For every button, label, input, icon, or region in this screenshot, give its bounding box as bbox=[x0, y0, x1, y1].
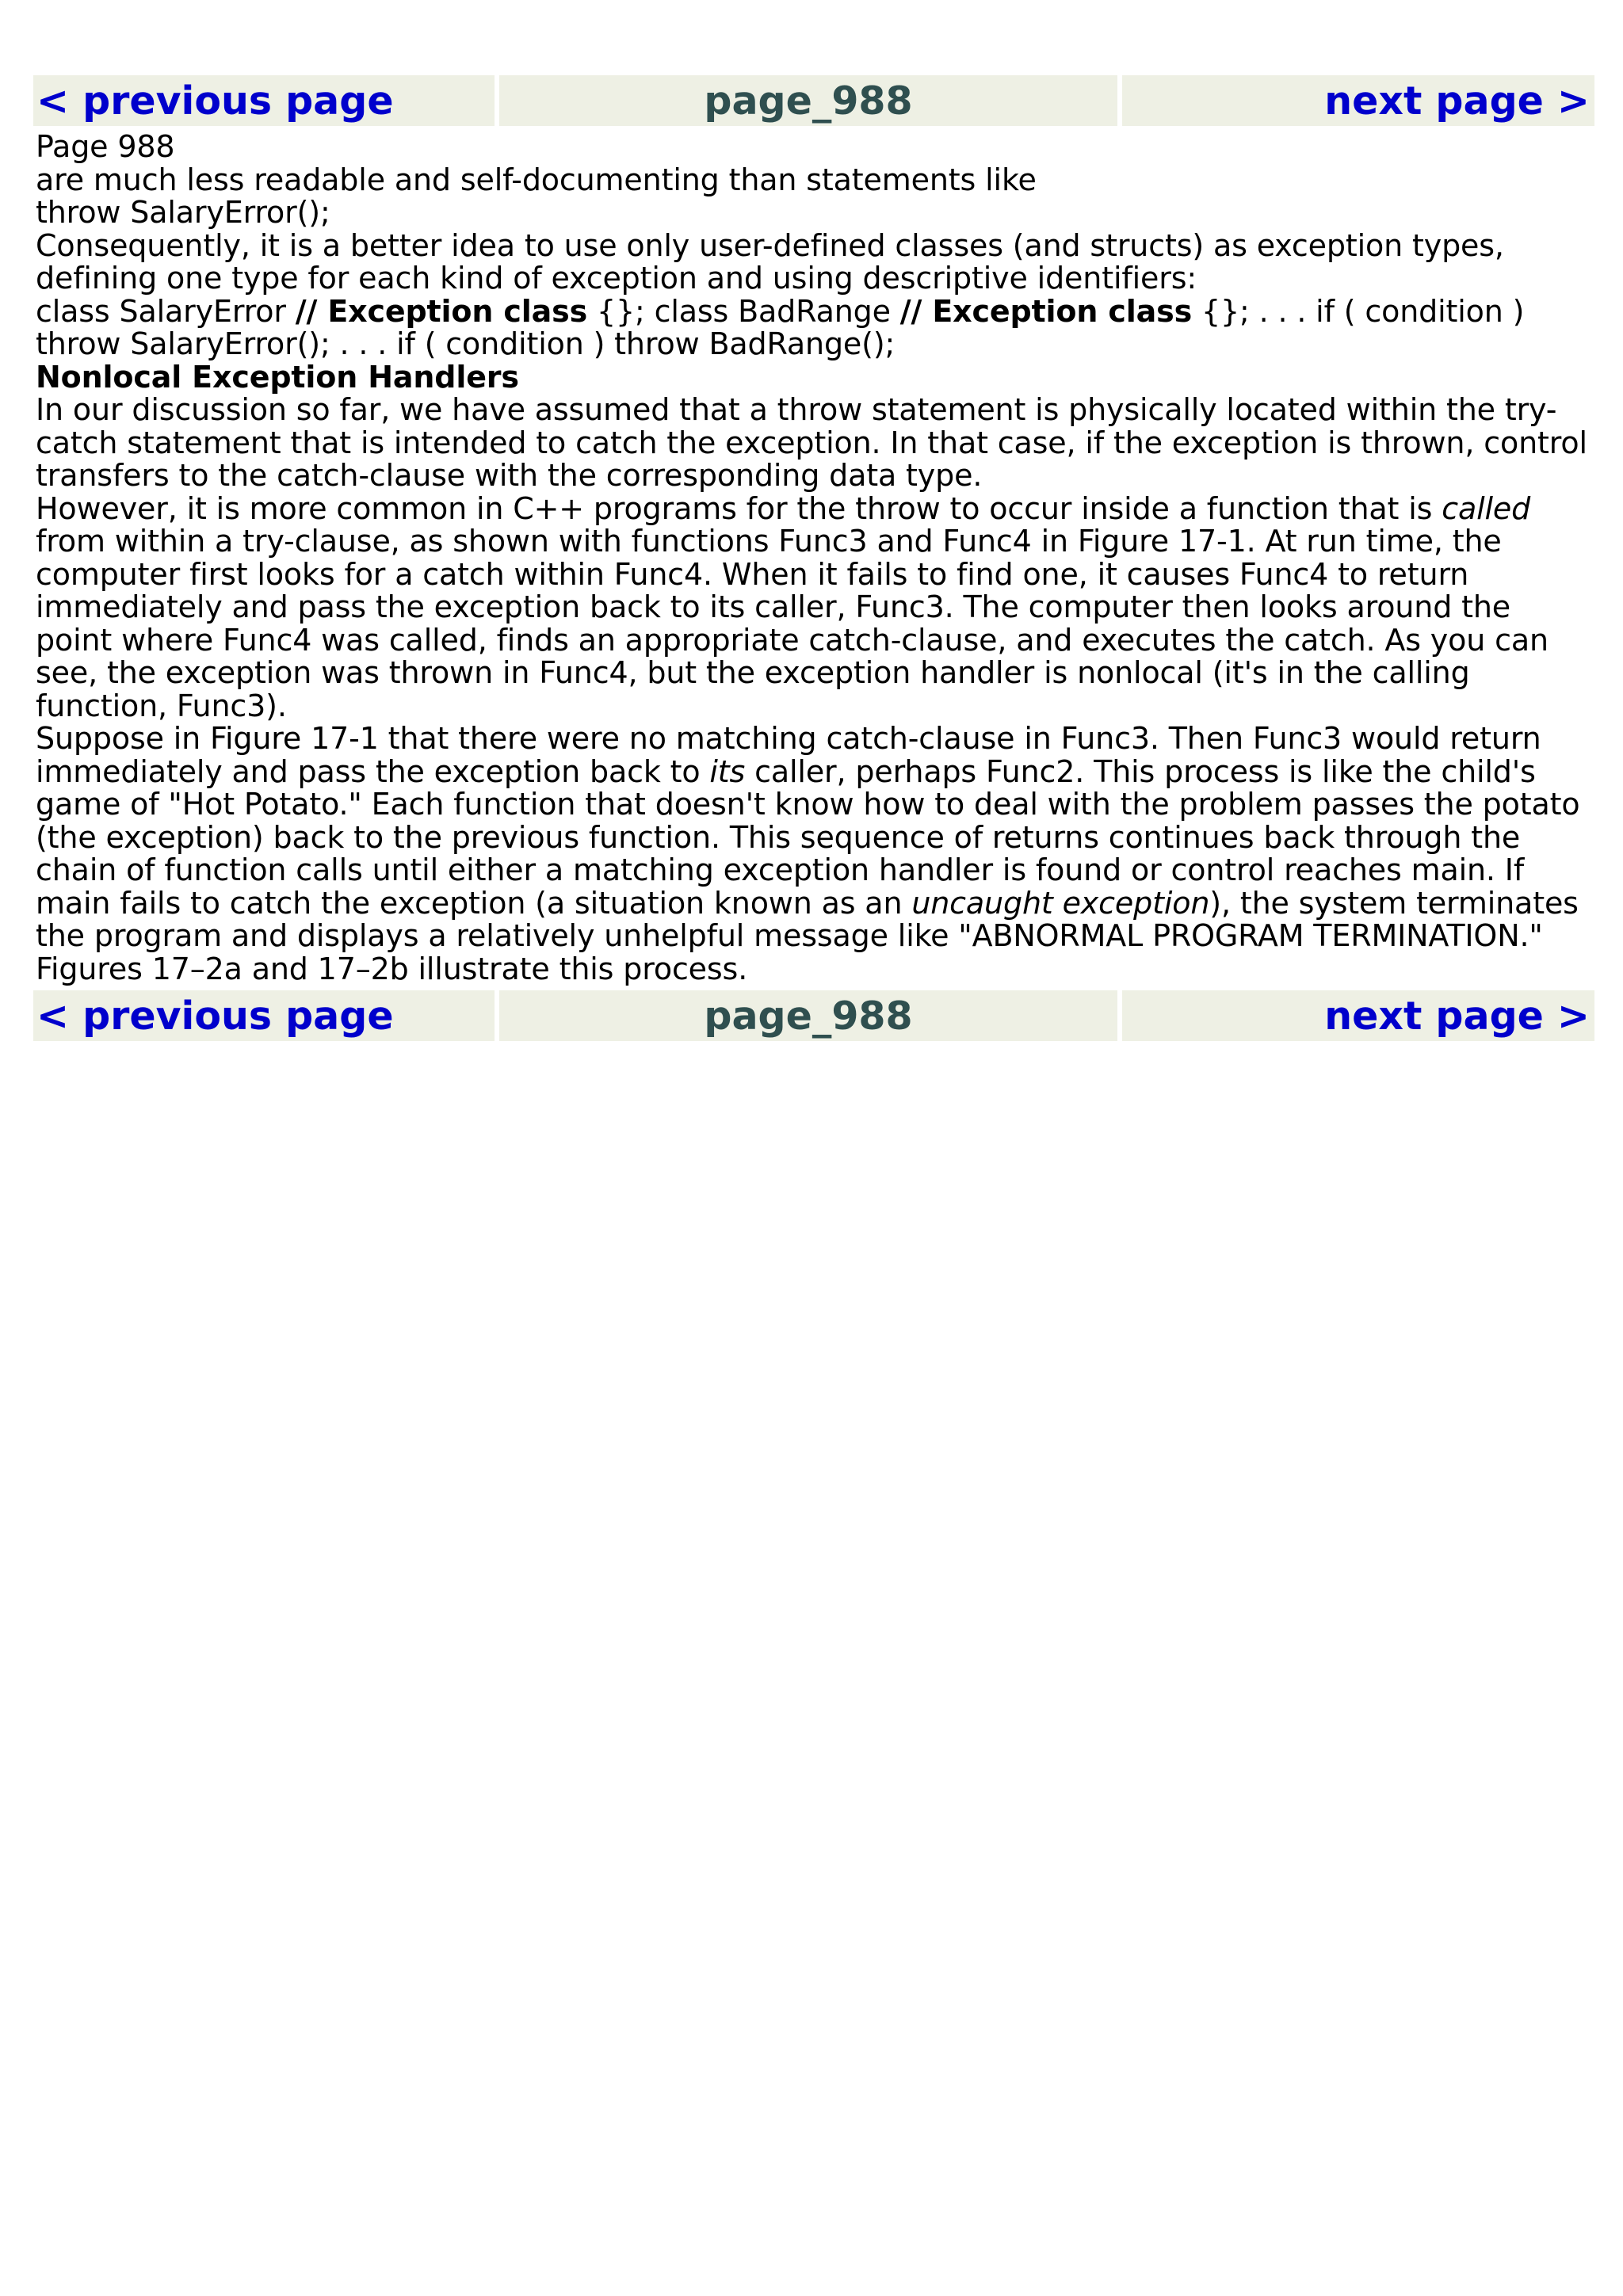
text-run: from within a try-clause, as shown with functions Func3 and Func4 in Figure 17-1. At run time, the computer first looks for a catch within Func4. When it fails to find one, it causes Func4 to return immediately and pass the exception back to its caller, Func3. The computer then looks around the point where Func4 was called, finds an appropriate catch-clause, and executes the catch. As you can see, the exception was thrown in Func4, but the exception handler is nonlocal (it's in the calling function, Func3). bbox=[36, 524, 1549, 723]
code-line: throw SalaryError(); bbox=[36, 195, 330, 230]
text-run: caller, perhaps Func2. This process is like the child's game of "Hot Potato." Each function that doesn't know how to deal with the problem passes the potato (the exception) back to the previous function. This sequence of returns continues back through the chain of function calls until either a matching exception handler is found or control reaches main. If main fails to catch the exception (a situation known as an bbox=[36, 753, 1580, 921]
text-line: are much less readable and self-documenting than statements like bbox=[36, 162, 1037, 197]
page-content bbox=[33, 126, 1594, 990]
code-comment: // Exception class bbox=[899, 293, 1193, 329]
bottom-page-label: page_988 bbox=[499, 990, 1117, 1041]
paragraph bbox=[36, 490, 1593, 723]
bottom-navigation-bar bbox=[33, 990, 1594, 1041]
paragraph bbox=[36, 723, 1593, 986]
section-heading: Nonlocal Exception Handlers bbox=[36, 359, 519, 395]
next-page-link[interactable]: next page > bbox=[1324, 78, 1590, 124]
top-page-label: page_988 bbox=[499, 75, 1117, 126]
next-page-link[interactable]: next page > bbox=[1324, 993, 1590, 1039]
top-navigation-bar bbox=[33, 75, 1594, 126]
top-prev-cell bbox=[33, 75, 495, 126]
text-run: However, it is more common in C++ programs for the throw to occur inside a function that is bbox=[36, 490, 1442, 526]
bottom-prev-cell bbox=[33, 990, 495, 1041]
text-run: Suppose in Figure 17-1 that there were no matching catch-clause in Func3. Then Func3 would return immediately and pass the exception back to bbox=[36, 721, 1541, 789]
bottom-next-cell bbox=[1122, 990, 1594, 1041]
emphasis: called bbox=[1442, 490, 1531, 526]
code-part: {}; class BadRange bbox=[587, 293, 900, 329]
code-comment: // Exception class bbox=[295, 293, 588, 329]
page bbox=[33, 75, 1594, 1041]
top-next-cell bbox=[1122, 75, 1594, 126]
code-block bbox=[36, 293, 1593, 361]
emphasis: its bbox=[709, 753, 746, 789]
emphasis: uncaught exception bbox=[911, 885, 1210, 921]
code-part: {}; . . . if ( condition ) throw SalaryError(); . . . if ( condition ) throw BadRange(); bbox=[36, 293, 1525, 361]
text-run: ), the system terminates the program and displays a relatively unhelpful message like "ABNORMAL PROGRAM TERMINATION." Figures 17–2a and 17–2b illustrate this process. bbox=[36, 885, 1579, 986]
paragraph: In our discussion so far, we have assumed that a throw statement is physically located within the try-catch statement that is intended to catch the exception. In that case, if the exception is thrown, control transfers to the catch-clause with the corresponding data type. bbox=[36, 392, 1587, 493]
previous-page-link[interactable]: < previous page bbox=[36, 993, 394, 1039]
page-number-line: Page 988 bbox=[36, 129, 175, 164]
paragraph-consequently: Consequently, it is a better idea to use only user-defined classes (and structs) as exception types, defining one type for each kind of exception and using descriptive identifiers: bbox=[36, 227, 1504, 296]
previous-page-link[interactable]: < previous page bbox=[36, 78, 394, 124]
code-part: class SalaryError bbox=[36, 293, 296, 329]
